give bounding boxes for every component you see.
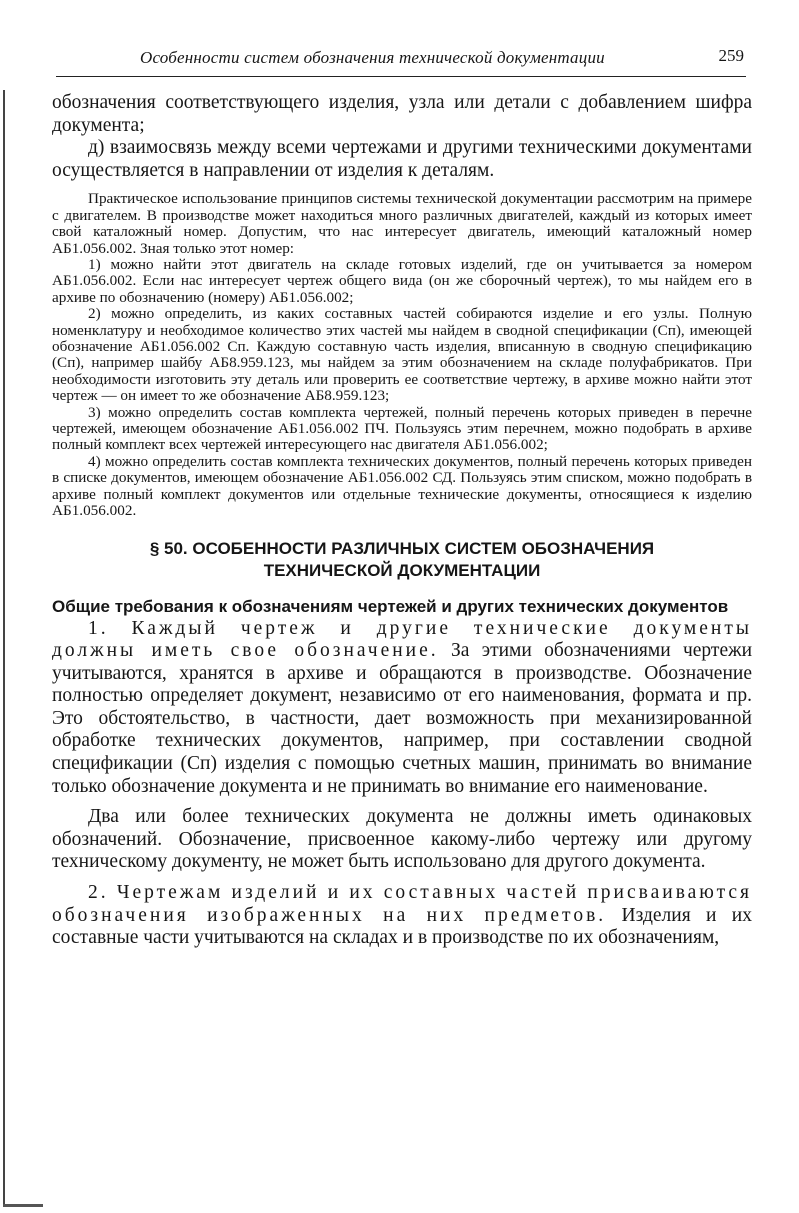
- rule-2-text: Изделия и их составные части учитываются на складах и в производстве по их обозначениям,: [52, 904, 752, 949]
- rule-1-lead: 1. Каждый чертеж и другие технические документы должны иметь свое обозначение.: [52, 617, 752, 662]
- rule-2-paragraph: [52, 882, 752, 950]
- rule-1-second-paragraph: Два или более технических документа не должны иметь одинаковых обозначений. Обозначение, присвоенное какому-либо чертежу или другому техническому документу, не может быть использовано для другого документа.: [52, 806, 752, 873]
- rule-1-text: За этими обозначениями чертежи учитываются, хранятся в архиве и обращаются в производстве. Обозначение полностью определяет документ, независимо от его наименования, формата и пр. Это обстоятельство, в частности, дает возможность при механизированной обработке технических документов, например, при составлении сводной спецификации (Сп) изделия с помощью счетных машин, принимать во внимание только обозначение документа и не принимать во внимание его наименование.: [52, 640, 753, 797]
- rule-2-lead: 2. Чертежам изделий и их составных частей присваиваются обозначения изображенных на них предметов.: [52, 882, 752, 926]
- intro-item-d: д) взаимосвязь между всеми чертежами и другими техническими документами осуществляется в направлении от изделия к деталям.: [52, 137, 752, 181]
- scan-corner-mark: [3, 1204, 43, 1207]
- example-item-3: 3) можно определить состав комплекта чертежей, полный перечень которых приведен в перечне чертежей, имеющем обозначение АБ1.056.002 ПЧ. Пользуясь этим перечнем, можно подобрать в архиве полный комплект всех чертежей интересующего нас двигателя АБ1.056.002;: [52, 403, 752, 454]
- binding-edge-line: [3, 90, 5, 1205]
- subsection-heading: Общие требования к обозначениям чертежей и других технических документов: [52, 596, 729, 616]
- example-item-4: 4) можно определить состав комплекта технических документов, полный перечень которых приведен в списке документов, имеющем обозначение АБ1.056.002 СД. Пользуясь этим списком, можно подобрать в архиве полный комплект документов или отдельные технические документы, относящиеся к изделию АБ1.056.002.: [52, 452, 752, 520]
- rule-1-paragraph: [52, 618, 752, 799]
- running-header-title: Особенности систем обозначения технической документации: [140, 48, 605, 67]
- section-heading-line2: ТЕХНИЧЕСКОЙ ДОКУМЕНТАЦИИ: [263, 560, 541, 580]
- example-item-1: 1) можно найти этот двигатель на складе готовых изделий, где он учитывается за номером АБ1.056.002. Если нас интересует чертеж общего вида (он же сборочный чертеж), то мы найдем его в архиве по обозначению (номеру) АБ1.056.002;: [52, 256, 752, 306]
- section-heading: [52, 538, 752, 582]
- section-heading-line1: § 50. ОСОБЕННОСТИ РАЗЛИЧНЫХ СИСТЕМ ОБОЗНАЧЕНИЯ: [149, 538, 655, 558]
- example-paragraph: Практическое использование принципов системы технической документации рассмотрим на примере с двигателем. В производстве может находиться много различных двигателей, каждый из которых имеет свой каталожный номер. Допустим, что нас интересует двигатель, имеющий каталожный номер АБ1.056.002. Зная только этот номер:: [52, 190, 752, 257]
- example-item-2: 2) можно определить, из каких составных частей собираются изделие и его узлы. Полную номенклатуру и необходимое количество этих частей мы найдем в сводной спецификации (Сп), имеющей обозначение АБ1.056.002 Сп. Каждую составную часть изделия, вписанную в сводную спецификацию (Сп), например шайбу АБ8.959.123, мы найдем за этим обозначением на складе полуфабрикатов. При необходимости изготовить эту деталь или проверить ее соответствие чертежу, в архиве можно найти этот чертеж — он имеет то же обозначение АБ8.959.123;: [52, 305, 752, 405]
- running-header: [56, 44, 746, 77]
- page-number: 259: [718, 46, 744, 65]
- intro-continuation: обозначения соответствующего изделия, узла или детали с добавлением шифра документа;: [52, 92, 752, 136]
- page-body: [52, 92, 752, 950]
